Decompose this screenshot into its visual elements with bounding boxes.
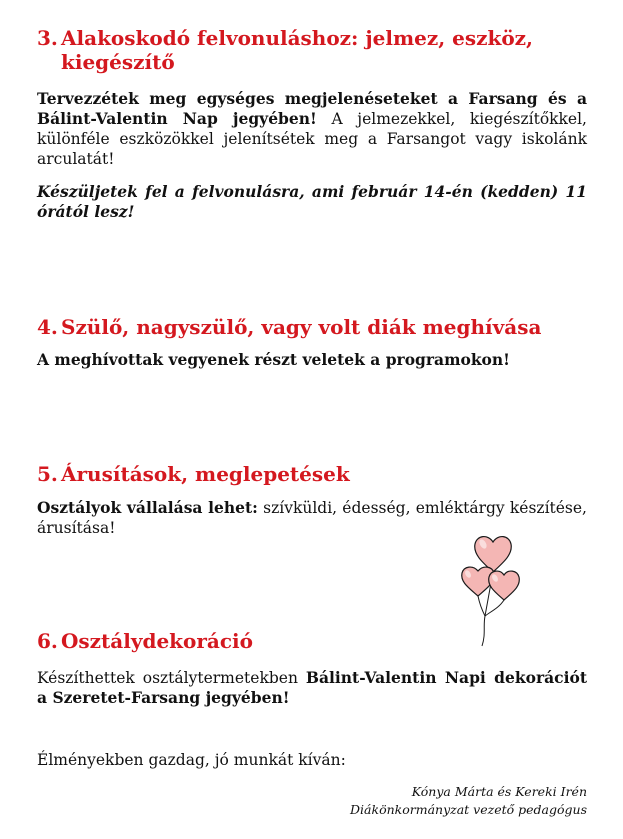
section-5-number: 5.	[37, 462, 58, 486]
section-3-paragraph-2: Készüljetek fel a felvonulásra, ami február 14-én (kedden) 11 órától lesz!	[37, 182, 587, 221]
section-3-paragraph-1-bold: Tervezzétek meg egységes megjelenéseteket a Farsang és a Bálint-Valentin Nap jegyében!	[37, 89, 587, 128]
signature-names: Kónya Márta és Kereki Irén	[411, 784, 587, 799]
section-3-paragraph-1	[37, 89, 587, 169]
section-5-paragraph-rest: szívküldi, édesség, emléktárgy készítése, árusítása!	[37, 499, 587, 537]
section-6-paragraph-start: Készíthettek osztálytermetekben	[37, 669, 306, 687]
section-4-number: 4.	[37, 315, 58, 339]
section-6-paragraph	[37, 668, 587, 708]
section-3-number: 3.	[37, 26, 58, 50]
heart-balloons-icon	[452, 530, 532, 650]
section-5-paragraph-bold: Osztályok vállalása lehet:	[37, 498, 258, 517]
closing-line: Élményekben gazdag, jó munkát kíván:	[37, 751, 346, 769]
section-5-heading	[37, 462, 350, 486]
section-6-title: Osztálydekoráció	[61, 629, 253, 653]
section-3-title-line2: kiegészítő	[61, 50, 175, 74]
signature-role: Diákönkormányzat vezető pedagógus	[350, 802, 587, 817]
section-3-heading	[37, 26, 533, 74]
section-6-paragraph-bold: Bálint-Valentin Napi dekorációt a Szeretet-Farsang jegyében!	[37, 668, 587, 707]
section-6-number: 6.	[37, 629, 58, 653]
section-4-heading	[37, 315, 541, 339]
section-4-title: Szülő, nagyszülő, vagy volt diák meghívása	[61, 315, 542, 339]
section-4-paragraph: A meghívottak vegyenek részt veletek a programokon!	[37, 350, 510, 369]
section-3-paragraph-1-rest: A jelmezekkel, kiegészítőkkel, különféle eszközökkel jelenítsétek meg a Farsangot vagy iskolánk arculatát!	[37, 110, 587, 168]
section-5-title: Árusítások, meglepetések	[61, 462, 350, 486]
section-6-heading	[37, 629, 253, 653]
balloon-string	[478, 596, 485, 616]
signature	[350, 783, 587, 819]
section-3-title-line1: Alakoskodó felvonuláshoz: jelmez, eszköz,	[61, 26, 533, 50]
